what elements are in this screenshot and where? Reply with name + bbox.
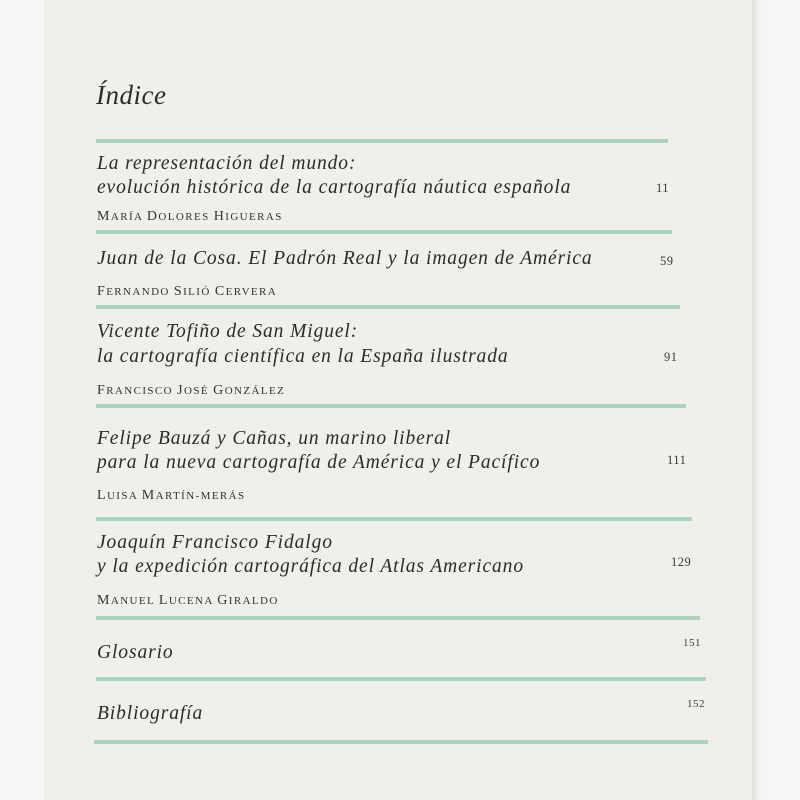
divider-rule xyxy=(96,616,700,620)
divider-rule xyxy=(96,230,672,234)
divider-rule xyxy=(96,305,680,309)
entry-author: FRANCISCO JOSÉ GONZÁLEZ xyxy=(97,383,286,398)
entry-title-line: Juan de la Cosa. El Padrón Real y la imagen de América xyxy=(97,248,593,269)
entry-page-number: 111 xyxy=(667,453,687,467)
divider-rule xyxy=(96,404,686,408)
entry-author: LUISA MARTÍN-MERÁS xyxy=(97,488,246,503)
entry-title-line: Vicente Tofiño de San Miguel: xyxy=(97,321,359,342)
bibliografia-page-number: 152 xyxy=(687,698,705,710)
entry-title-line: La representación del mundo: xyxy=(97,153,357,174)
entry-title-line: y la expedición cartográfica del Atlas Americano xyxy=(97,556,524,577)
entry-title-line: Joaquín Francisco Fidalgo xyxy=(97,532,333,553)
divider-rule xyxy=(96,517,692,521)
entry-author: FERNANDO SILIÓ CERVERA xyxy=(97,284,278,299)
entry-page-number: 91 xyxy=(664,350,678,364)
entry-author: MARÍA DOLORES HIGUERAS xyxy=(97,209,283,224)
entry-title-line: la cartografía científica en la España ilustrada xyxy=(97,346,509,367)
entry-page-number: 129 xyxy=(671,555,692,569)
divider-rule xyxy=(96,677,706,681)
entry-page-number: 11 xyxy=(656,181,670,195)
bibliografia-label: Bibliografía xyxy=(97,703,204,724)
glosario-page-number: 151 xyxy=(683,637,701,649)
entry-title-line: para la nueva cartografía de América y el Pacífico xyxy=(97,452,541,473)
entry-title-line: Felipe Bauzá y Cañas, un marino liberal xyxy=(97,428,452,449)
page-edge-shadow xyxy=(752,0,762,800)
divider-rule xyxy=(94,740,708,744)
entry-page-number: 59 xyxy=(660,254,674,268)
entry-author: MANUEL LUCENA GIRALDO xyxy=(97,593,279,608)
divider-rule xyxy=(96,139,668,143)
glosario-label: Glosario xyxy=(97,642,174,663)
entry-title-line: evolución histórica de la cartografía náutica española xyxy=(97,177,572,198)
index-heading: Índice xyxy=(96,80,167,110)
